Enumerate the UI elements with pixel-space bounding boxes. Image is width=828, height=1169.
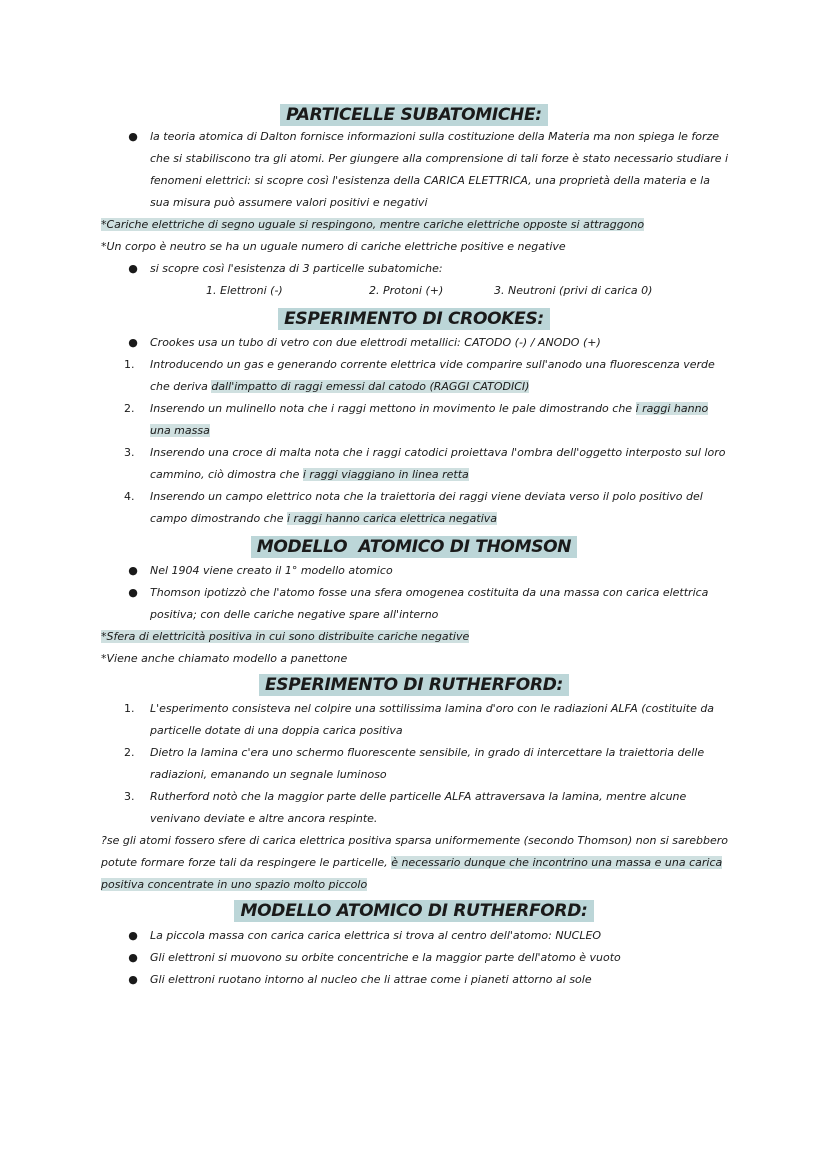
section-rutherford-exp [0, 672, 828, 698]
rutherford-exp-body [0, 698, 828, 896]
bullet-item: ● Thomson ipotizzò che l'atomo fosse una sfera omogenea costituita da una massa con carica elettrica positiva; con delle cariche negative spare all'interno [0, 582, 828, 626]
subatomic-body [0, 126, 828, 302]
section-crookes [0, 306, 828, 332]
bullet-dot-icon: ● [128, 262, 138, 275]
note-line: *Cariche elettriche di segno uguale si respingono, mentre cariche elettriche opposte si attraggono [101, 218, 645, 231]
section-title-crookes: ESPERIMENTO DI CROOKES: [0, 306, 828, 332]
list-item: 2. Inserendo un mulinello nota che i raggi mettono in movimento le pale dimostrando che i raggi hanno una massa [124, 402, 709, 437]
note-line: *Viene anche chiamato modello a panettone [101, 652, 348, 665]
section-thomson [0, 534, 828, 560]
bullet-dot-icon: ● [128, 951, 138, 964]
bullet-dot-icon: ● [128, 973, 138, 986]
bullet-item: ● La piccola massa con carica carica elettrica si trova al centro dell'atomo: NUCLEO [0, 925, 828, 947]
note-line: *Sfera di elettricità positiva in cui sono distribuite cariche negative [101, 630, 470, 643]
section-rutherford-model [0, 898, 828, 924]
particle-protons: 2. Protoni (+) [369, 284, 444, 297]
list-item: 1. L'esperimento consisteva nel colpire una sottilissima lamina d'oro con le radiazioni ALFA (costituite da particelle dotate di una doppia carica positiva [124, 702, 715, 737]
section-title-rutherford-model: MODELLO ATOMICO DI RUTHERFORD: [0, 898, 828, 924]
note-line: *Un corpo è neutro se ha un uguale numero di cariche elettriche positive e negative [101, 240, 566, 253]
bullet-dot-icon: ● [128, 130, 138, 143]
bullet-item: ● la teoria atomica di Dalton fornisce informazioni sulla costituzione della Materia ma non spiega le forze che si stabiliscono tra gli atomi. Per giungere alla comprensione di tali forze è stato necessario studiare i fenomeni elettrici: si scopre così l'esistenza della CARICA ELETTRICA, una proprietà della materia e la sua misura può assumere valori positivi e negativi [0, 126, 828, 214]
bullet-dot-icon: ● [128, 564, 138, 577]
section-subatomic [0, 102, 828, 128]
section-title-rutherford-exp: ESPERIMENTO DI RUTHERFORD: [0, 672, 828, 698]
bullet-item: ● si scopre così l'esistenza di 3 particelle subatomiche: [0, 258, 828, 280]
bullet-item: ● Crookes usa un tubo di vetro con due elettrodi metallici: CATODO (-) / ANODO (+) [0, 332, 828, 354]
rutherford-model-body [0, 925, 828, 991]
list-item: 3. Inserendo una croce di malta nota che i raggi catodici proiettava l'ombra dell'oggetto interposto sul loro cammino, ciò dimostra che i raggi viaggiano in linea retta [124, 446, 726, 481]
list-item: 3. Rutherford notò che la maggior parte delle particelle ALFA attraversava la lamina, mentre alcune venivano deviate e altre ancora respinte. [124, 790, 687, 825]
thomson-body [0, 560, 828, 670]
bullet-item: ● Nel 1904 viene creato il 1° modello atomico [0, 560, 828, 582]
particle-electrons: 1. Elettroni (-) [206, 284, 283, 297]
section-title-subatomic: PARTICELLE SUBATOMICHE: [0, 102, 828, 128]
bullet-dot-icon: ● [128, 336, 138, 349]
bullet-item: ● Gli elettroni ruotano intorno al nucleo che li attrae come i pianeti attorno al sole [0, 969, 828, 991]
particles-list [0, 280, 828, 302]
crookes-body [0, 332, 828, 530]
list-item: 4. Inserendo un campo elettrico nota che la traiettoria dei raggi viene deviata verso il polo positivo del campo dimostrando che i raggi hanno carica elettrica negativa [124, 490, 703, 525]
bullet-dot-icon: ● [128, 586, 138, 599]
conclusion-paragraph: ?se gli atomi fossero sfere di carica elettrica positiva sparsa uniformemente (secondo Thomson) non si sarebbero potute formare forze tali da respingere le particelle, è necessario dunque che incontrino una massa e una carica positiva concentrate in uno spazio molto piccolo [101, 834, 728, 891]
section-title-thomson: MODELLO ATOMICO DI THOMSON [0, 534, 828, 560]
list-item: 2. Dietro la lamina c'era uno schermo fluorescente sensibile, in grado di intercettare la traiettoria delle radiazioni, emanando un segnale luminoso [124, 746, 705, 781]
bullet-dot-icon: ● [128, 929, 138, 942]
particle-neutrons: 3. Neutroni (privi di carica 0) [494, 284, 653, 297]
list-item: 1. Introducendo un gas e generando corrente elettrica vide comparire sull'anodo una fluorescenza verde che deriva dall'impatto di raggi emessi dal catodo (RAGGI CATODICI) [124, 358, 715, 393]
bullet-item: ● Gli elettroni si muovono su orbite concentriche e la maggior parte dell'atomo è vuoto [0, 947, 828, 969]
